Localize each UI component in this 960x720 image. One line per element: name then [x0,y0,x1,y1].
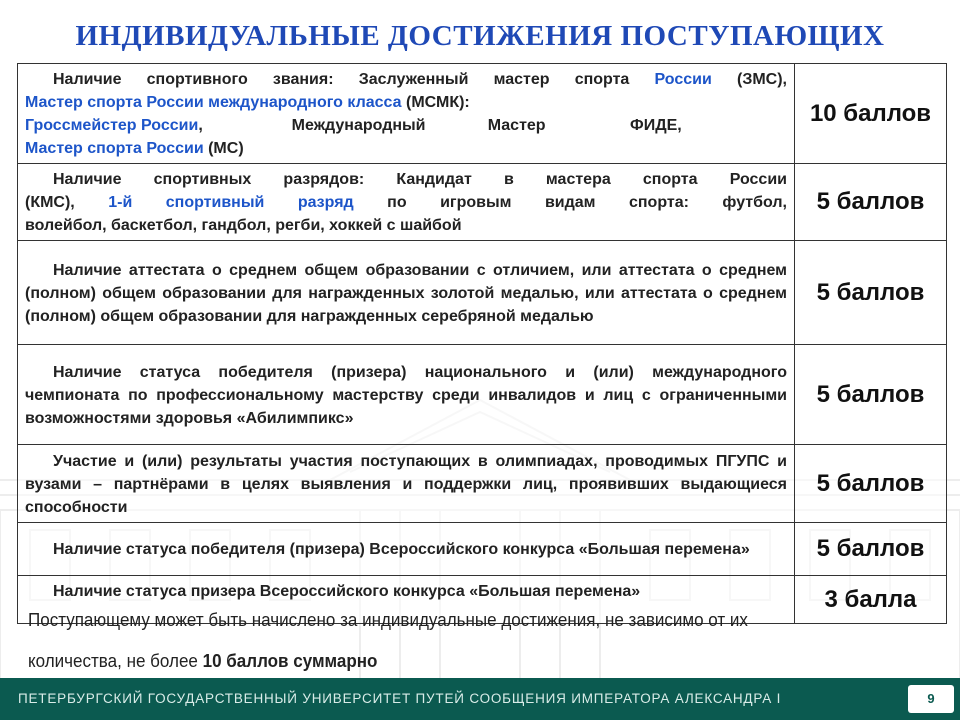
achievement-description: Наличие статуса победителя (призера) национального и (или) международного чемпионата по профессиональному мастерству среди инвалидов и лиц с ограниченными возможностями здоровья «Абилимпикс» [18,345,795,445]
page-number: 9 [908,685,954,713]
description-line: (КМС), 1-й спортивный разряд по игровым видам спорта: футбол, [25,194,788,211]
score-cell: 5 баллов [795,164,947,241]
description-line: Гроссмейстер России, Международный Мастер ФИДЕ, [25,117,682,134]
table-row [18,445,947,523]
description-line: Мастер спорта России (МС) [25,140,244,157]
achievement-description [18,64,795,164]
score-cell: 5 баллов [795,241,947,345]
achievement-description: Наличие аттестата о среднем общем образовании с отличием, или аттестата о среднем (полном) общем образовании для награжденных золотой медалью, или аттестата о среднем (полном) общем образовании для награжденных серебряной медалью [18,241,795,345]
footer-bar [0,678,960,720]
score-cell: 5 баллов [795,523,947,576]
score-cell: 5 баллов [795,445,947,523]
footnote-line-2: количества, не более 10 баллов суммарно [28,650,378,671]
table-row [18,241,947,345]
score-cell: 5 баллов [795,345,947,445]
achievement-description: Наличие статуса победителя (призера) Всероссийского конкурса «Большая перемена» [18,523,795,576]
description-line: Наличие спортивного звания: Заслуженный мастер спорта России (ЗМС), [53,71,788,88]
achievement-description: Наличие статуса призера Всероссийского конкурса «Большая перемена» [18,576,795,624]
achievement-description [18,164,795,241]
university-name: ПЕТЕРБУРГСКИЙ ГОСУДАРСТВЕННЫЙ УНИВЕРСИТЕТ ПУТЕЙ СООБЩЕНИЯ ИМПЕРАТОРА АЛЕКСАНДРА I [18,691,782,706]
footnote-line-1: Поступающему может быть начислено за индивидуальные достижения, не зависимо от их [28,609,748,630]
achievements-table [17,63,947,624]
description-line: Мастер спорта России международного класса (МСМК): [25,94,470,111]
score-cell: 3 балла [795,576,947,624]
table-row [18,164,947,241]
score-cell: 10 баллов [795,64,947,164]
description-line: волейбол, баскетбол, гандбол, регби, хоккей с шайбой [25,217,462,234]
table-row [18,345,947,445]
table-row [18,64,947,164]
page-title: ИНДИВИДУАЛЬНЫЕ ДОСТИЖЕНИЯ ПОСТУПАЮЩИХ [75,20,885,52]
table-row [18,523,947,576]
achievement-description: Участие и (или) результаты участия поступающих в олимпиадах, проводимых ПГУПС и вузами – партнёрами в целях выявления и поддержки лиц, проявивших выдающиеся способности [18,445,795,523]
description-line: Наличие спортивных разрядов: Кандидат в мастера спорта России [53,171,787,188]
